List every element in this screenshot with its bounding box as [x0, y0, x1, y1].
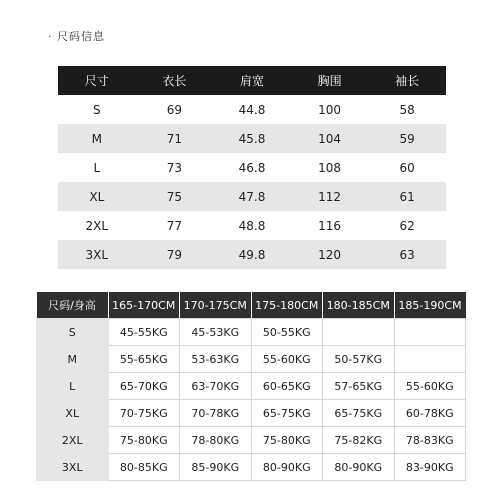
table-row: [58, 124, 446, 153]
header-size-height: 尺码/身高: [37, 292, 109, 319]
header-shoulder: 肩宽: [213, 66, 291, 95]
measurement-cell: 61: [368, 182, 446, 211]
measurement-cell: 120: [291, 240, 369, 269]
size-label: 3XL: [58, 240, 136, 269]
size-label: M: [37, 346, 109, 373]
weight-range-cell: 55-60KG: [394, 373, 466, 400]
measurement-cell: 116: [318, 218, 342, 233]
table-row: [37, 454, 466, 481]
section-title: · 尺码信息: [48, 30, 105, 43]
size-label: 2XL: [37, 427, 109, 454]
measurement-cell: 73: [166, 160, 183, 175]
weight-range-cell: [394, 319, 466, 346]
weight-range-cell: 80-90KG: [323, 454, 395, 481]
measurement-cell: 49.8: [213, 240, 291, 269]
weight-range-cell: 78-83KG: [394, 427, 466, 454]
weight-range-cell: 80-90KG: [251, 454, 323, 481]
size-label: L: [93, 160, 101, 175]
size-label: XL: [58, 182, 136, 211]
table-row: [58, 95, 446, 124]
weight-range-cell: 75-80KG: [108, 427, 180, 454]
header-sleeve: 袖长: [368, 66, 446, 95]
size-label: 2XL: [85, 218, 109, 233]
table-row: [58, 240, 446, 269]
table-row: [58, 153, 446, 182]
measurement-cell: 77: [166, 218, 183, 233]
header-height-165-170: 165-170CM: [108, 292, 180, 319]
size-label: XL: [37, 400, 109, 427]
weight-range-cell: 75-80KG: [251, 427, 323, 454]
size-measurement-table: [58, 66, 446, 269]
weight-range-cell: 50-55KG: [251, 319, 323, 346]
weight-range-cell: 45-55KG: [108, 319, 180, 346]
table-row: [37, 346, 466, 373]
table-row: [58, 182, 446, 211]
measurement-cell: 45.8: [213, 124, 291, 153]
weight-range-cell: 60-78KG: [394, 400, 466, 427]
table-row: [37, 427, 466, 454]
measurement-cell: 47.8: [213, 182, 291, 211]
measurement-cell: 59: [368, 124, 446, 153]
weight-range-cell: 75-82KG: [323, 427, 395, 454]
weight-range-cell: 65-70KG: [108, 373, 180, 400]
measurement-cell: 44.8: [238, 102, 266, 117]
weight-range-cell: 63-70KG: [180, 373, 252, 400]
header-height-170-175: 170-175CM: [180, 292, 252, 319]
header-height-185-190: 185-190CM: [394, 292, 466, 319]
size-label: S: [37, 319, 109, 346]
size-table-header-row: [58, 66, 446, 95]
weight-range-cell: 45-53KG: [180, 319, 252, 346]
header-length: 衣长: [136, 66, 214, 95]
measurement-cell: 108: [318, 160, 342, 175]
weight-range-cell: 78-80KG: [180, 427, 252, 454]
weight-range-cell: 70-78KG: [180, 400, 252, 427]
size-label: M: [58, 124, 136, 153]
header-height-175-180: 175-180CM: [251, 292, 323, 319]
measurement-cell: 62: [399, 218, 415, 233]
weight-range-cell: 70-75KG: [108, 400, 180, 427]
table-row: [37, 400, 466, 427]
table-row: [58, 211, 446, 240]
weight-range-cell: 65-75KG: [323, 400, 395, 427]
header-height-180-185: 180-185CM: [323, 292, 395, 319]
weight-range-cell: 50-57KG: [323, 346, 395, 373]
weight-range-cell: 53-63KG: [180, 346, 252, 373]
weight-range-cell: 55-60KG: [251, 346, 323, 373]
measurement-cell: 79: [136, 240, 214, 269]
measurement-cell: 48.8: [238, 218, 266, 233]
weight-range-cell: 80-85KG: [108, 454, 180, 481]
weight-range-cell: 65-75KG: [251, 400, 323, 427]
size-label: 3XL: [37, 454, 109, 481]
measurement-cell: 100: [318, 102, 342, 117]
header-chest: 胸围: [291, 66, 369, 95]
measurement-cell: 71: [136, 124, 214, 153]
size-label: S: [92, 102, 101, 117]
measurement-cell: 69: [166, 102, 183, 117]
weight-range-cell: 57-65KG: [323, 373, 395, 400]
weight-range-cell: 83-90KG: [394, 454, 466, 481]
measurement-cell: 58: [399, 102, 415, 117]
measurement-cell: 75: [136, 182, 214, 211]
measurement-cell: 112: [291, 182, 369, 211]
weight-range-cell: [323, 319, 395, 346]
size-label: L: [37, 373, 109, 400]
weight-range-cell: 60-65KG: [251, 373, 323, 400]
weight-range-cell: 55-65KG: [108, 346, 180, 373]
weight-range-cell: [394, 346, 466, 373]
weight-range-cell: 85-90KG: [180, 454, 252, 481]
measurement-cell: 104: [291, 124, 369, 153]
size-weight-height-table: [36, 292, 466, 481]
weight-table-header-row: [37, 292, 466, 319]
measurement-cell: 46.8: [238, 160, 266, 175]
table-row: [37, 319, 466, 346]
table-row: [37, 373, 466, 400]
measurement-cell: 60: [399, 160, 415, 175]
measurement-cell: 63: [368, 240, 446, 269]
header-size: 尺寸: [58, 66, 136, 95]
